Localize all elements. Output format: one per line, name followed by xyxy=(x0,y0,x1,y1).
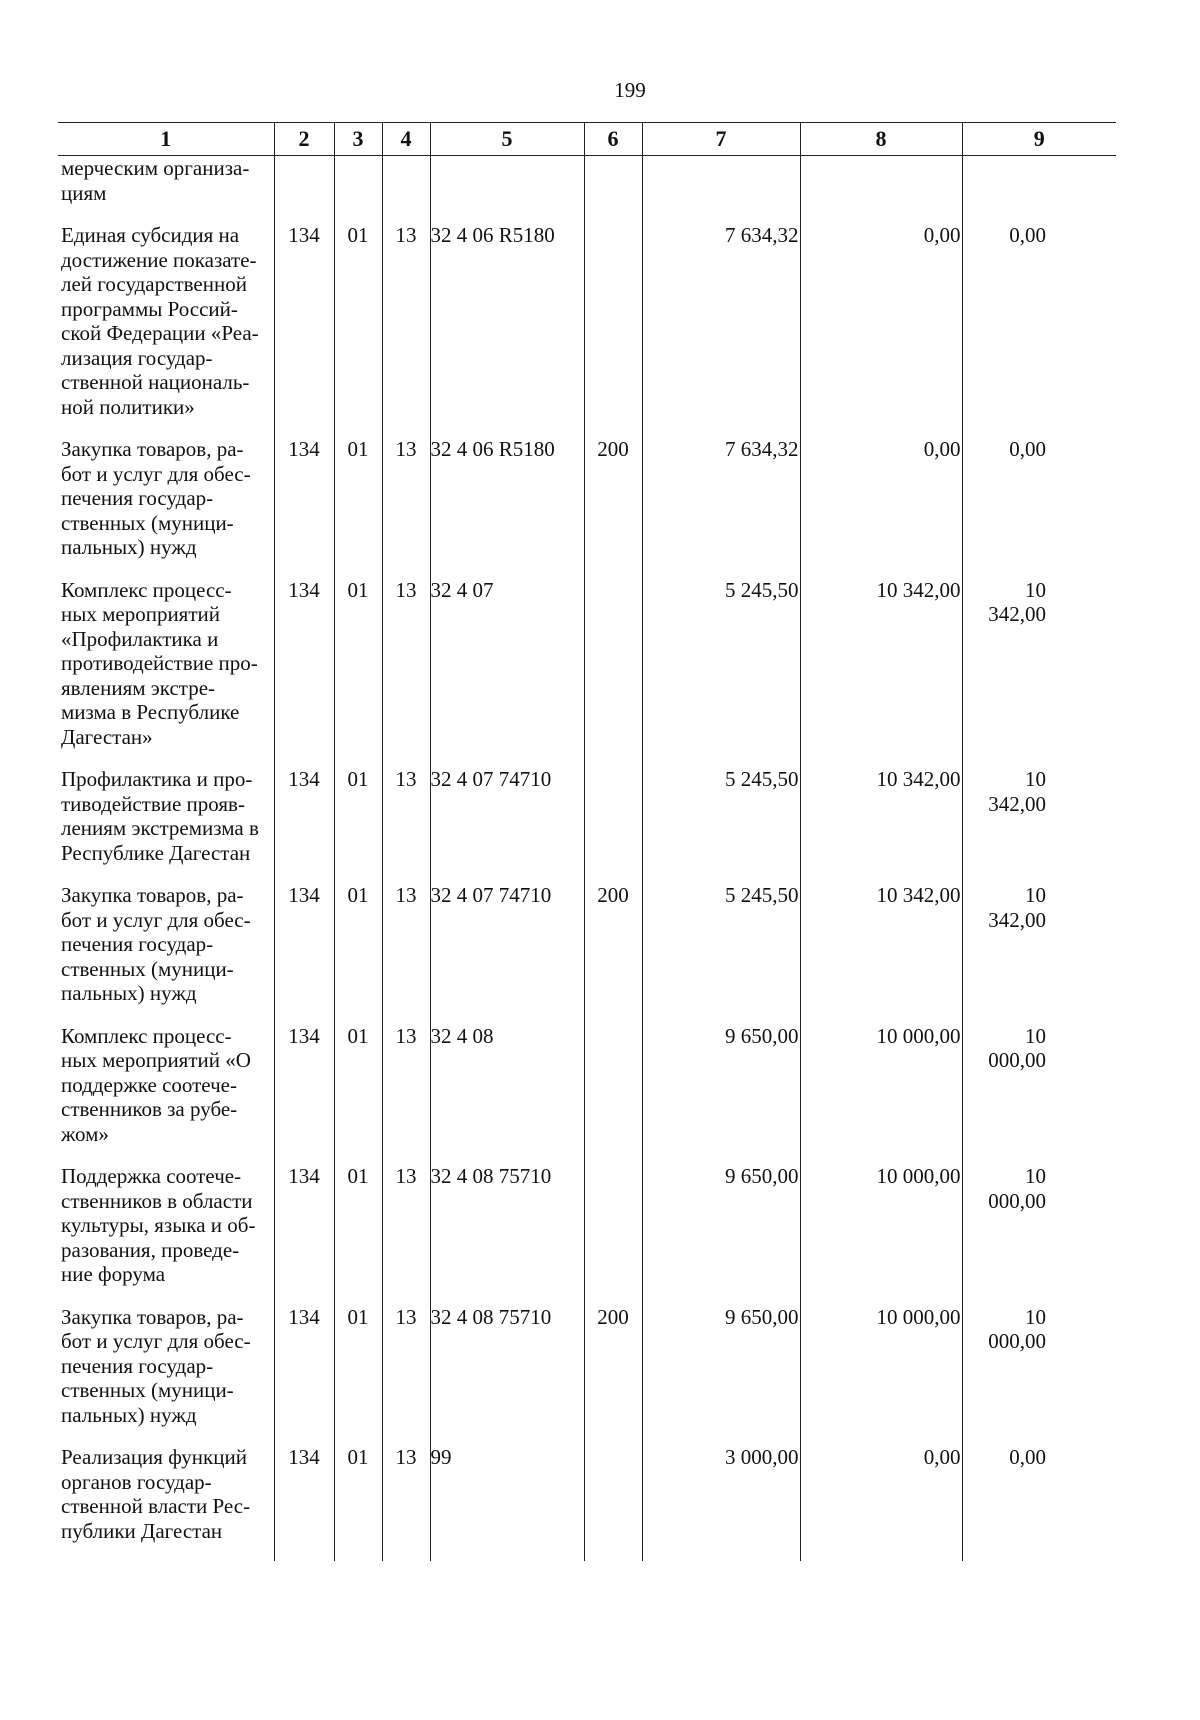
amount-cell-7: 3 000,00 xyxy=(642,1445,800,1561)
column-header: 6 xyxy=(584,123,642,156)
item-name-cell: Комплекс процесс- ных мероприятий «Профилактика и противодействие про- явлениям экстре- мизма в Республике Дагестан» xyxy=(61,577,258,749)
code-cell-4: 13 xyxy=(382,883,430,1024)
code-cell-2: 134 xyxy=(274,883,334,1024)
code-cell-3: 01 xyxy=(334,1445,382,1561)
table-row xyxy=(58,1305,1116,1446)
code-cell-4: 13 xyxy=(382,437,430,578)
target-article-cell: 32 4 06 R5180 xyxy=(430,223,584,437)
table-row xyxy=(58,1445,1116,1561)
code-cell-3: 01 xyxy=(334,578,382,768)
amount-cell-7: 9 650,00 xyxy=(642,1305,800,1446)
amount-cell-7: 9 650,00 xyxy=(642,1164,800,1305)
amount-cell-8: 10 000,00 xyxy=(800,1164,962,1305)
expense-type-cell: 200 xyxy=(584,437,642,578)
column-header: 2 xyxy=(274,123,334,156)
expense-type-cell xyxy=(584,1445,642,1561)
code-cell-3: 01 xyxy=(334,1164,382,1305)
amount-cell-7: 7 634,32 xyxy=(642,223,800,437)
table-row xyxy=(58,1024,1116,1165)
table-row xyxy=(58,223,1116,437)
amount-cell-9: 10 000,00 xyxy=(962,1024,1116,1165)
amount-cell-9: 10 342,00 xyxy=(962,578,1116,768)
code-cell-4: 13 xyxy=(382,578,430,768)
amount-cell-7: 9 650,00 xyxy=(642,1024,800,1165)
target-article-cell: 32 4 08 75710 xyxy=(430,1164,584,1305)
amount-cell-9 xyxy=(962,156,1116,224)
target-article-cell: 32 4 06 R5180 xyxy=(430,437,584,578)
amount-cell-8: 10 000,00 xyxy=(800,1305,962,1446)
target-article-cell: 32 4 07 74710 xyxy=(430,883,584,1024)
code-cell-2: 134 xyxy=(274,767,334,883)
code-cell-3: 01 xyxy=(334,1024,382,1165)
amount-cell-7: 5 245,50 xyxy=(642,883,800,1024)
code-cell-4: 13 xyxy=(382,767,430,883)
amount-cell-9: 0,00 xyxy=(962,437,1116,578)
column-header: 5 xyxy=(430,123,584,156)
amount-cell-8: 0,00 xyxy=(800,1445,962,1561)
item-name-cell: мерческим организа- циям xyxy=(61,156,250,205)
code-cell-4 xyxy=(382,156,430,224)
code-cell-4: 13 xyxy=(382,1024,430,1165)
budget-table xyxy=(58,122,1116,1561)
amount-cell-9: 10 000,00 xyxy=(962,1164,1116,1305)
amount-cell-8: 10 342,00 xyxy=(800,767,962,883)
amount-cell-8: 10 342,00 xyxy=(800,578,962,768)
amount-cell-7: 5 245,50 xyxy=(642,767,800,883)
code-cell-4: 13 xyxy=(382,1445,430,1561)
code-cell-3: 01 xyxy=(334,883,382,1024)
code-cell-3: 01 xyxy=(334,437,382,578)
expense-type-cell xyxy=(584,156,642,224)
item-name-cell: Закупка товаров, ра- бот и услуг для обес- печения государ- ственных (муници- пальных) нужд xyxy=(61,1304,251,1427)
code-cell-4: 13 xyxy=(382,1305,430,1446)
code-cell-2: 134 xyxy=(274,1164,334,1305)
column-header: 1 xyxy=(58,123,274,156)
code-cell-3: 01 xyxy=(334,1305,382,1446)
item-name-cell: Поддержка соотече- ственников в области культуры, языка и об- разования, проведе- ние форума xyxy=(61,1164,256,1286)
amount-cell-8: 10 000,00 xyxy=(800,1024,962,1165)
code-cell-3 xyxy=(334,156,382,224)
header-row xyxy=(58,123,1116,156)
expense-type-cell: 200 xyxy=(584,1305,642,1446)
item-name-cell: Комплекс процесс- ных мероприятий «О поддержке соотече- ственников за рубе- жом» xyxy=(61,1023,251,1146)
amount-cell-9: 10 000,00 xyxy=(962,1305,1116,1446)
code-cell-2: 134 xyxy=(274,1445,334,1561)
amount-cell-9: 0,00 xyxy=(962,1445,1116,1561)
code-cell-2: 134 xyxy=(274,1024,334,1165)
target-article-cell: 32 4 07 74710 xyxy=(430,767,584,883)
code-cell-2: 134 xyxy=(274,437,334,578)
amount-cell-8: 0,00 xyxy=(800,437,962,578)
expense-type-cell: 200 xyxy=(584,883,642,1024)
column-header: 3 xyxy=(334,123,382,156)
column-header: 8 xyxy=(800,123,962,156)
target-article-cell: 32 4 08 xyxy=(430,1024,584,1165)
table-body xyxy=(58,156,1116,1562)
table-row xyxy=(58,437,1116,578)
column-header: 4 xyxy=(382,123,430,156)
amount-cell-9: 0,00 xyxy=(962,223,1116,437)
table-header xyxy=(58,123,1116,156)
amount-cell-8 xyxy=(800,156,962,224)
table-row xyxy=(58,883,1116,1024)
item-name-cell: Закупка товаров, ра- бот и услуг для обес- печения государ- ственных (муници- пальных) нужд xyxy=(61,883,251,1005)
amount-cell-9: 10 342,00 xyxy=(962,767,1116,883)
amount-cell-7: 7 634,32 xyxy=(642,437,800,578)
item-name-cell: Реализация функций органов государ- ственной власти Рес- публики Дагестан xyxy=(61,1445,251,1543)
item-name-cell: Закупка товаров, ра- бот и услуг для обес- печения государ- ственных (муници- пальных) нужд xyxy=(61,437,251,559)
table-row xyxy=(58,578,1116,768)
code-cell-2: 134 xyxy=(274,1305,334,1446)
table-row xyxy=(58,156,1116,224)
item-name-cell: Единая субсидия на достижение показате- лей государственной программы Россий- ской Федерации «Реа- лизация государ- ственной националь- ной политики» xyxy=(61,223,259,419)
table-row xyxy=(58,767,1116,883)
code-cell-3: 01 xyxy=(334,767,382,883)
code-cell-4: 13 xyxy=(382,1164,430,1305)
expense-type-cell xyxy=(584,223,642,437)
item-name-cell: Профилактика и про- тиводействие прояв- лениям экстремизма в Республике Дагестан xyxy=(61,767,259,865)
column-header: 9 xyxy=(962,123,1116,156)
expense-type-cell xyxy=(584,578,642,768)
amount-cell-8: 10 342,00 xyxy=(800,883,962,1024)
amount-cell-7 xyxy=(642,156,800,224)
expense-type-cell xyxy=(584,767,642,883)
amount-cell-9: 10 342,00 xyxy=(962,883,1116,1024)
target-article-cell: 99 xyxy=(430,1445,584,1561)
target-article-cell: 32 4 08 75710 xyxy=(430,1305,584,1446)
expense-type-cell xyxy=(584,1164,642,1305)
table-row xyxy=(58,1164,1116,1305)
target-article-cell xyxy=(430,156,584,224)
target-article-cell: 32 4 07 xyxy=(430,578,584,768)
code-cell-2: 134 xyxy=(274,223,334,437)
page-number: 199 xyxy=(614,78,646,102)
code-cell-2: 134 xyxy=(274,578,334,768)
code-cell-2 xyxy=(274,156,334,224)
column-header: 7 xyxy=(642,123,800,156)
code-cell-4: 13 xyxy=(382,223,430,437)
amount-cell-8: 0,00 xyxy=(800,223,962,437)
code-cell-3: 01 xyxy=(334,223,382,437)
amount-cell-7: 5 245,50 xyxy=(642,578,800,768)
expense-type-cell xyxy=(584,1024,642,1165)
